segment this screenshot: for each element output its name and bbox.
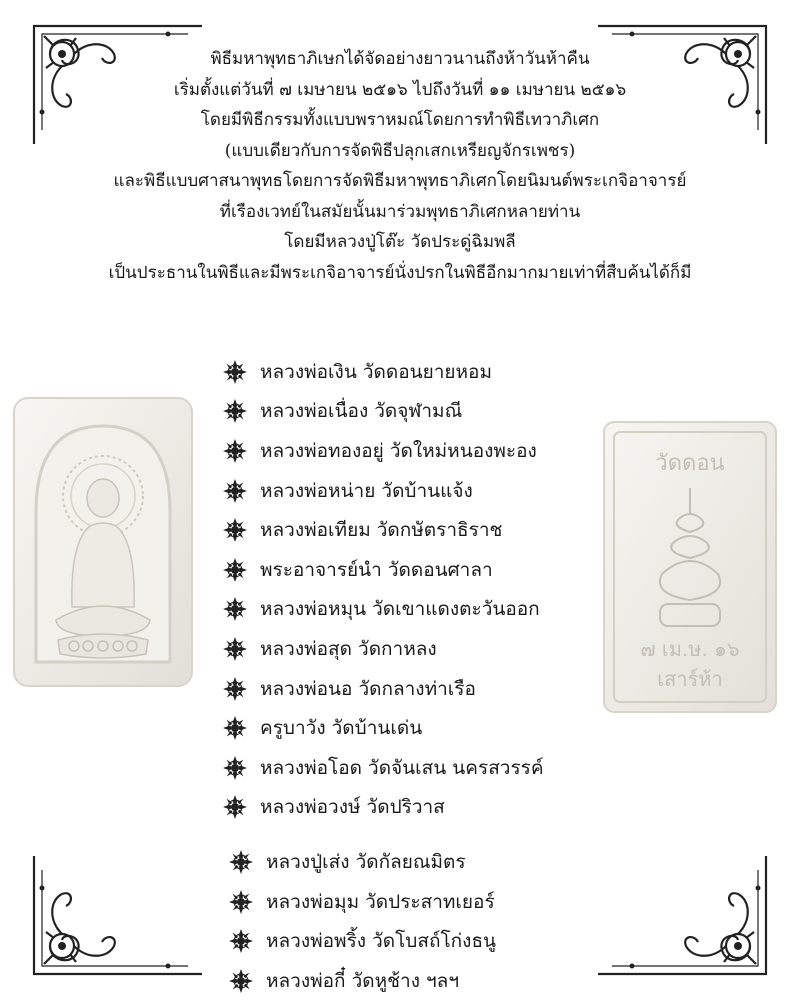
monk-name: หลวงพ่อโอด วัดจันเสน นครสวรรค์ [260, 756, 544, 779]
lotus-flower-icon [228, 968, 254, 994]
list-item [228, 882, 642, 922]
list-item [222, 510, 642, 550]
amulet-front-image [8, 392, 198, 692]
monk-name: พระอาจารย์นำ วัดดอนศาลา [260, 558, 493, 581]
list-gap [222, 827, 642, 842]
list-item [228, 842, 642, 882]
list-item [222, 748, 642, 788]
monk-name: ครูบาวัง วัดบ้านเด่น [260, 717, 423, 740]
lotus-flower-icon [222, 557, 248, 583]
lotus-flower-icon [222, 359, 248, 385]
lotus-flower-icon [222, 438, 248, 464]
intro-line: โดยมีพิธีกรรมทั้งแบบพราหมณ์โดยการทำพิธีเทวาภิเศก [200, 110, 600, 130]
monk-list [222, 352, 642, 1001]
amulet-back-date-text: ๗ เม.ษ. ๑๖ [640, 637, 740, 661]
list-item [228, 921, 642, 961]
list-item [222, 629, 642, 669]
list-item [222, 590, 642, 630]
monk-name: หลวงปู่เส่ง วัดกัลยณมิตร [266, 850, 466, 873]
intro-line: และพิธีแบบศาสนาพุทธโดยการจัดพิธีมหาพุทธาภิเศกโดยนิมนต์พระเกจิอาจารย์ [113, 171, 687, 191]
list-item [222, 669, 642, 709]
corner-ornament-bottom-left [28, 850, 208, 980]
list-item [222, 471, 642, 511]
lotus-flower-icon [228, 889, 254, 915]
intro-paragraph [0, 44, 800, 288]
lotus-flower-icon [222, 517, 248, 543]
intro-line: เป็นประธานในพิธีและมีพระเกจิอาจารย์นั่งปรกในพิธีอีกมากมายเท่าที่สืบค้นได้ก็มี [108, 262, 692, 283]
monk-name: หลวงพ่อวงษ์ วัดปริวาส [260, 796, 445, 819]
intro-line: พิธีมหาพุทธาภิเษกได้จัดอย่างยาวนานถึงห้าวันห้าคืน [210, 49, 590, 69]
lotus-flower-icon [228, 849, 254, 875]
monk-name: หลวงพ่อหมุน วัดเขาแดงตะวันออก [260, 598, 540, 621]
intro-line: โดยมีหลวงปู่โต๊ะ วัดประดู่ฉิมพลี [284, 232, 516, 252]
list-item [222, 788, 642, 828]
monk-name: หลวงพ่อทองอยู่ วัดใหม่หนองพะอง [260, 439, 537, 462]
monk-name: หลวงพ่อเงิน วัดดอนยายหอม [260, 360, 492, 383]
list-item [222, 392, 642, 432]
list-item [228, 961, 642, 1001]
monk-name: หลวงพ่อสุด วัดกาหลง [260, 637, 437, 660]
lotus-flower-icon [222, 715, 248, 741]
monk-name: หลวงพ่อเนื่อง วัดจุฬามณี [260, 400, 463, 423]
lotus-flower-icon [222, 398, 248, 424]
intro-line: (แบบเดียวกับการจัดพิธีปลุกเสกเหรียญจักรเพชร) [224, 140, 576, 161]
lotus-flower-icon [222, 478, 248, 504]
list-item [222, 352, 642, 392]
monk-name: หลวงพ่อพริ้ง วัดโบสถ์โก่งธนู [266, 930, 497, 953]
monk-name: หลวงพ่อกี๋ วัดหูช้าง ฯลฯ [266, 969, 459, 992]
intro-line: ที่เรืองเวทย์ในสมัยนั้นมาร่วมพุทธาภิเศกหลายท่าน [219, 201, 581, 222]
list-item [222, 550, 642, 590]
lotus-flower-icon [222, 636, 248, 662]
monk-name: หลวงพ่อหน่าย วัดบ้านแจ้ง [260, 479, 473, 502]
lotus-flower-icon [228, 928, 254, 954]
intro-line: เริ่มตั้งแต่วันที่ ๗ เมษายน ๒๕๑๖ ไปถึงวันที่ ๑๑ เมษายน ๒๕๑๖ [173, 79, 627, 100]
amulet-back-bottom-text: เสาร์ห้า [657, 667, 723, 691]
amulet-back-top-text: วัดดอน [655, 451, 725, 476]
monk-name: หลวงพ่อนอ วัดกลางท่าเรือ [260, 677, 476, 700]
monk-name: หลวงพ่อมุม วัดประสาทเยอร์ [266, 890, 495, 913]
monk-name: หลวงพ่อเทียม วัดกษัตราธิราช [260, 519, 503, 542]
lotus-flower-icon [222, 676, 248, 702]
list-item [222, 431, 642, 471]
list-item [222, 708, 642, 748]
lotus-flower-icon [222, 794, 248, 820]
lotus-flower-icon [222, 755, 248, 781]
lotus-flower-icon [222, 596, 248, 622]
